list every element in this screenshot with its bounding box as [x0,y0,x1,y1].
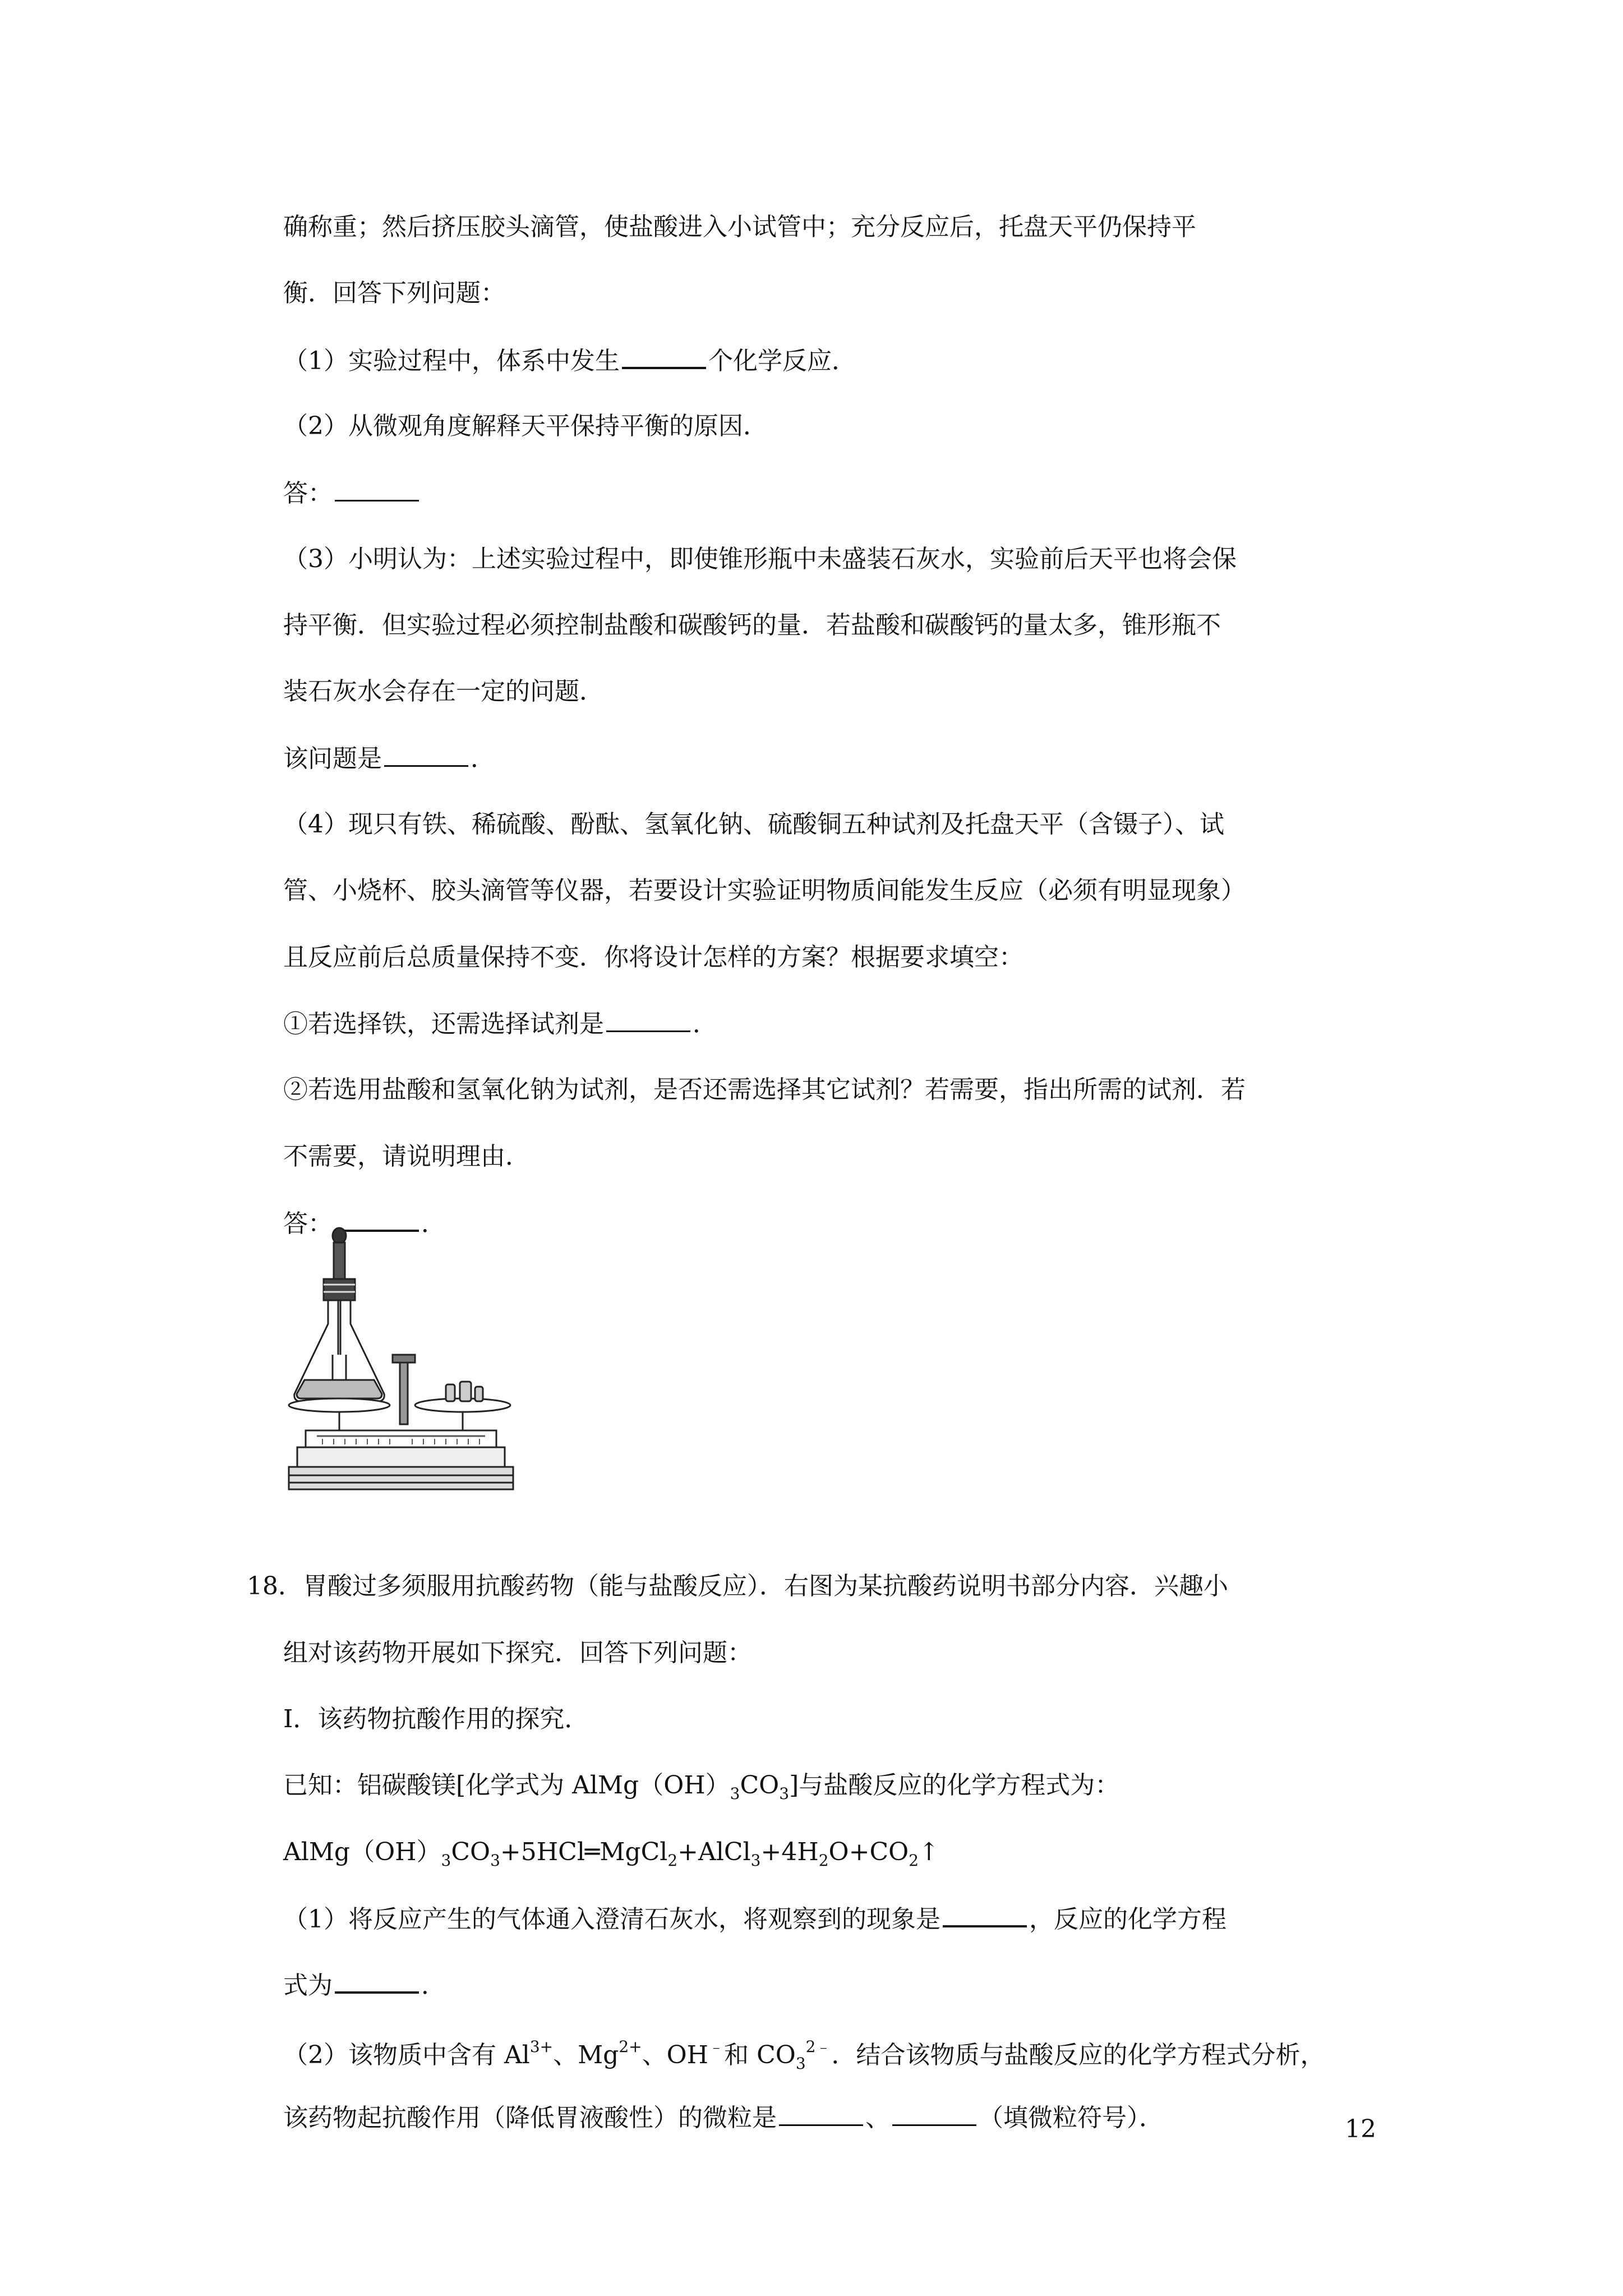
known-text-c: ]与盐酸反应的化学方程式为： [789,1771,1120,1800]
superscript: 2+ [619,2037,642,2056]
q17-text-line-2: 衡．回答下列问题： [283,279,505,307]
q18-part-1-line-1 [283,1906,1227,1932]
equation-part: +5HCl═MgCl [500,1838,668,1866]
q17-part-4-item-1 [283,1011,717,1037]
dropper-body [334,1243,345,1282]
known-text-a: 已知：铝碳酸镁[化学式为 AlMg（OH） [283,1771,730,1800]
q17-part-3-line-1: （3）小明认为：上述实验过程中，即使锥形瓶中未盛装石灰水，实验前后天平也将会保 [283,545,1237,573]
answer-blank[interactable] [622,348,706,369]
weight [475,1387,483,1401]
q17-part-3-line-3: 装石灰水会存在一定的问题． [283,677,604,706]
equation-part: +AlCl [677,1838,751,1866]
q17-part-1 [283,348,856,374]
weight [446,1384,455,1401]
weight [460,1382,471,1401]
q17-text-line-1: 确称重；然后挤压胶头滴管，使盐酸进入小试管中；充分反应后，托盘天平仍保持平 [283,213,1196,241]
part-2-text: ．结合该物质与盐酸反应的化学方程式分析， [831,2041,1325,2069]
known-text-b: CO [740,1771,780,1800]
page-number: 12 [1345,2115,1376,2143]
pointer-post [393,1355,415,1363]
subscript: 3 [795,2054,806,2073]
subscript: 2 [909,1851,919,1870]
q17-part-1-text-b: 个化学反应． [708,347,856,375]
item-1-text: ①若选择铁，还需选择试剂是 [283,1010,604,1038]
q18-part-2-line-1 [283,2039,1325,2072]
q18-stem-line-1: 18．胃酸过多须服用抗酸药物（能与盐酸反应）．右图为某抗酸药说明书部分内容．兴趣小 [247,1572,1228,1600]
equation-part: +4H [760,1838,819,1866]
superscript: ﹣ [708,2037,725,2056]
q17-part-1-text-a: （1）实验过程中，体系中发生 [283,347,620,375]
q17-part-2-answer [283,481,421,506]
part-2-text: （2）该物质中含有 Al [283,2041,530,2069]
answer-blank[interactable] [335,1972,419,1994]
balance-base [297,1447,505,1467]
answer-blank[interactable] [606,1011,690,1032]
q18-chemical-equation [283,1840,939,1869]
part-2-text: 和 CO [724,2041,796,2069]
answer-blank[interactable] [892,2105,976,2126]
answer-blank[interactable] [943,1906,1027,1927]
limewater [297,1380,382,1398]
answer-blank[interactable] [384,746,468,767]
answer-label: 该问题是 [283,744,382,773]
equation-part: O+CO [828,1838,909,1866]
answer-blank[interactable] [335,481,419,501]
q17-part-4-line-2: 管、小烧杯、胶头滴管等仪器，若要设计实验证明物质间能发生反应（必须有明显现象） [283,876,1246,905]
part-1-text-b: ，反应的化学方程 [1029,1905,1227,1934]
q18-section-1-title: Ⅰ．该药物抗酸作用的探究． [283,1705,589,1733]
superscript: 3+ [529,2037,554,2056]
q17-part-4-line-1: （4）现只有铁、稀硫酸、酚酞、氢氧化钠、硫酸铜五种试剂及托盘天平（含镊子）、试 [283,810,1224,839]
equation-part: CO [451,1838,491,1866]
part-2-text: 、OH [642,2041,709,2069]
subscript: 3 [750,1851,761,1870]
q18-stem-line-2: 组对该药物开展如下探究．回答下列问题： [283,1639,752,1667]
q17-part-4-line-3: 且反应前后总质量保持不变．你将设计怎样的方案？根据要求填空： [283,943,1023,972]
subscript: 3 [779,1784,790,1803]
q17-part-3-line-2: 持平衡．但实验过程必须控制盐酸和碳酸钙的量．若盐酸和碳酸钙的量太多，锥形瓶不 [283,611,1221,639]
gas-arrow: ↑ [919,1838,939,1866]
subscript: 3 [441,1851,451,1870]
answer-label: 答： [283,1209,333,1238]
period: ． [693,1010,717,1038]
part-2-text: 、Mg [553,2041,619,2069]
q18-part-1-line-2 [283,1972,446,1998]
subscript: 2 [818,1851,829,1870]
part-1-text-c: 式为 [283,1971,333,2000]
equation-part: AlMg（OH） [283,1838,441,1866]
part-2-text: 该药物起抗酸作用（降低胃液酸性）的微粒是 [283,2104,777,2132]
balance-apparatus-figure [283,1226,519,1512]
part-1-text: （1）将反应产生的气体通入澄清石灰水，将观察到的现象是 [283,1905,940,1934]
q17-part-2: （2）从微观角度解释天平保持平衡的原因． [283,412,768,440]
subscript: 3 [730,1784,740,1803]
period: ． [421,1209,446,1238]
q18-known-statement [283,1773,1119,1802]
superscript: 2﹣ [805,2037,832,2056]
q17-part-4-item-2-line-2: 不需要，请说明理由． [283,1142,530,1171]
subscript: 3 [490,1851,500,1870]
answer-blank[interactable] [779,2105,863,2126]
separator: 、 [865,2104,890,2132]
answer-label: 答： [283,479,333,508]
part-2-text: （填微粒符号）． [979,2104,1164,2132]
left-pan [289,1398,390,1412]
period: ． [471,744,495,773]
q17-part-4-item-2-line-1: ②若选用盐酸和氢氧化钠为试剂，是否还需选择其它试剂？若需要，指出所需的试剂．若 [283,1075,1246,1104]
q18-part-2-line-2 [283,2105,1164,2131]
dropper-bulb [333,1228,346,1244]
period: ． [421,1971,446,2000]
subscript: 2 [667,1851,678,1870]
stopper [324,1279,355,1300]
q17-part-3-answer [283,746,495,771]
